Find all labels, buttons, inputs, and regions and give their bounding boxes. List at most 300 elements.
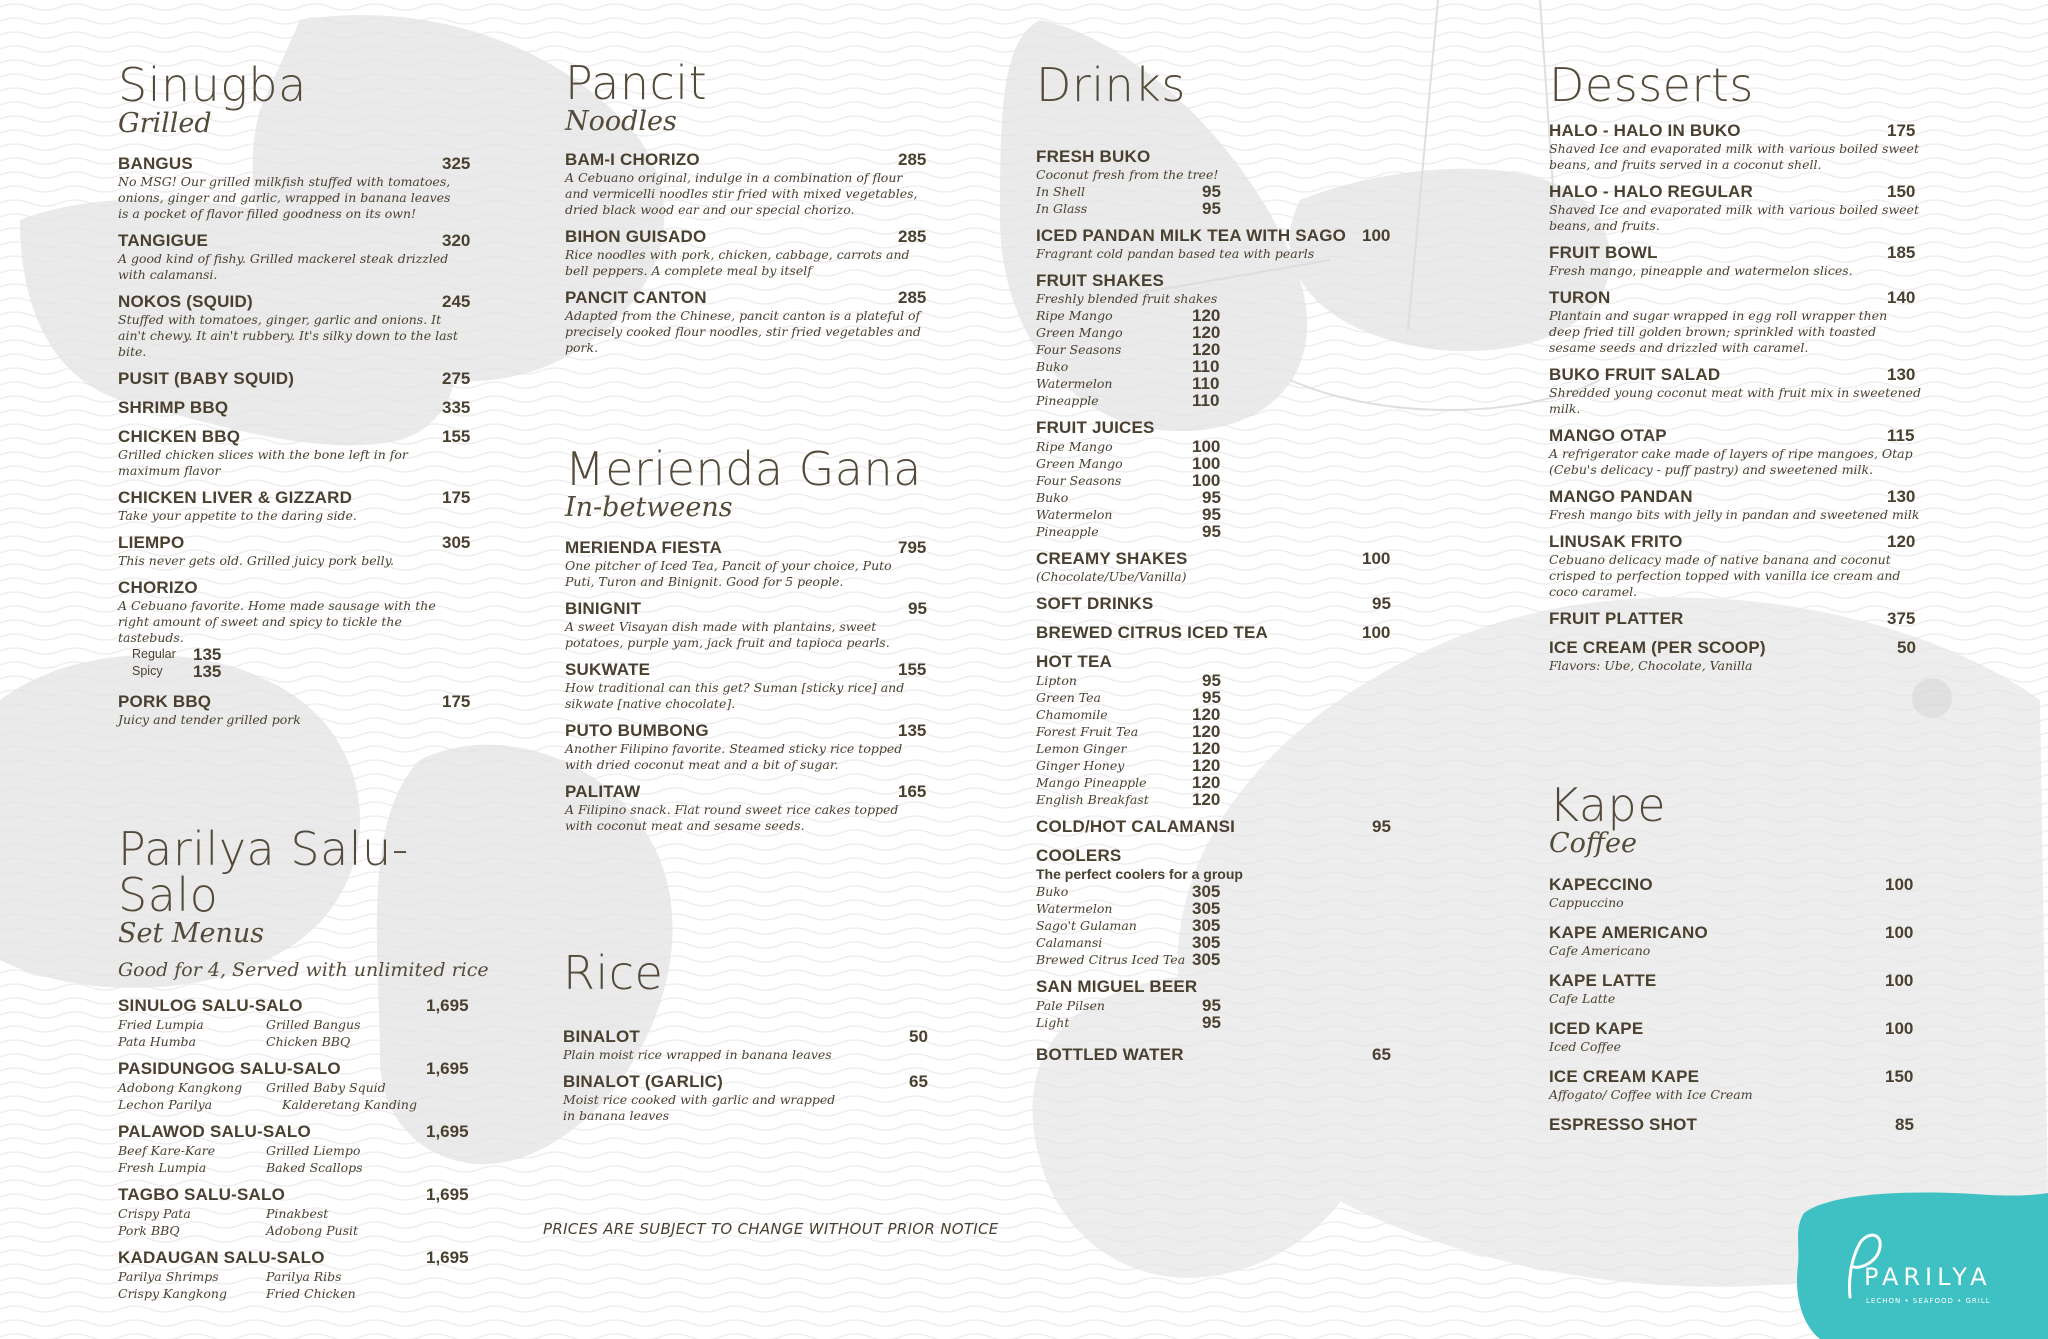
- item-description: Cafe Latte: [1549, 991, 1616, 1006]
- menu-item-chicken-liver: [118, 488, 472, 524]
- variant: [1036, 934, 1396, 951]
- variant: [1036, 774, 1396, 791]
- item-price: 65: [1372, 1045, 1391, 1064]
- section-kape: [1549, 778, 1929, 1135]
- variant-label: Pineapple: [1036, 393, 1099, 408]
- variant-label: Calamansi: [1036, 935, 1103, 950]
- variant-price: 305: [1192, 933, 1221, 952]
- item-price: 305: [442, 533, 471, 552]
- menu-item-tangigue: [118, 231, 472, 283]
- drink-creamy-shakes: [1036, 549, 1396, 585]
- variant: [1036, 672, 1396, 689]
- item-name: BINIGNIT: [565, 599, 642, 618]
- set-menu-sinulog: [118, 996, 498, 1050]
- drink-fruit-juices: [1036, 418, 1396, 540]
- item-description: Grilled chicken slices with the bone left in for maximum flavor: [118, 447, 408, 478]
- item-name: LIEMPO: [118, 533, 185, 552]
- variant-label: Pale Pilsen: [1036, 998, 1105, 1013]
- item-description: Take your appetite to the daring side.: [118, 508, 357, 523]
- dessert-fruit-bowl: [1549, 243, 1929, 279]
- variant: [1036, 740, 1396, 757]
- variant: [1036, 689, 1396, 706]
- variant-price: 95: [1202, 688, 1221, 707]
- item-price: 100: [1885, 1019, 1914, 1038]
- drinks-title: Drinks: [1036, 58, 1186, 112]
- variant-price: 305: [1192, 899, 1221, 918]
- item-name: KAPECCINO: [1549, 875, 1653, 894]
- pancit-subtitle: Noodles: [565, 106, 677, 137]
- menu-item-pancit-canton: [565, 288, 930, 356]
- drink-hot-tea: [1036, 652, 1396, 808]
- item-price: 115: [1887, 426, 1915, 445]
- variant-label: Green Mango: [1036, 325, 1123, 340]
- menu-item-liempo: [118, 533, 472, 569]
- item-description: Freshly blended fruit shakes: [1036, 291, 1218, 306]
- dish: Parilya Shrimps: [118, 1269, 219, 1284]
- item-name: BINALOT: [563, 1027, 640, 1046]
- option-label: Spicy: [132, 664, 163, 678]
- menu-item-sukwate: [565, 660, 930, 712]
- item-description: Fresh mango bits with jelly in pandan and sweetened milk: [1549, 507, 1920, 522]
- item-name: NOKOS (SQUID): [118, 292, 253, 311]
- item-price: 95: [1372, 817, 1391, 836]
- variant-label: Buko: [1036, 490, 1069, 505]
- item-name: SOFT DRINKS: [1036, 594, 1154, 613]
- item-price: 335: [442, 398, 471, 417]
- item-price: 150: [1885, 1067, 1914, 1086]
- item-description: Fresh mango, pineapple and watermelon slices.: [1549, 263, 1853, 278]
- coffee-iced-kape: [1549, 1019, 1929, 1055]
- menu-item-bihon-guisado: [565, 227, 930, 279]
- item-name: ICE CREAM KAPE: [1549, 1067, 1700, 1086]
- drink-brewed-citrus: [1036, 623, 1396, 643]
- variant-price: 305: [1192, 882, 1221, 901]
- item-price: 85: [1895, 1115, 1914, 1134]
- variant: [1036, 506, 1396, 523]
- menu-item-pork-bbq: [118, 692, 472, 728]
- menu-item-bam-i-chorizo: [565, 150, 930, 218]
- menu-item-puto-bumbong: [565, 721, 930, 773]
- option-label: Regular: [132, 647, 176, 661]
- item-price: 1,695: [426, 1185, 469, 1204]
- dessert-halo-halo-buko: [1549, 121, 1929, 173]
- variant-price: 95: [1202, 199, 1221, 218]
- section-rice: [563, 946, 933, 1124]
- item-price: 95: [908, 599, 927, 618]
- variant-label: Four Seasons: [1036, 473, 1122, 488]
- variant: [1036, 523, 1396, 540]
- variant-price: 110: [1192, 357, 1220, 376]
- section-merienda-gana: [565, 442, 930, 834]
- item-price: 1,695: [426, 1059, 469, 1078]
- coffee-espresso-shot: [1549, 1115, 1929, 1135]
- item-price: 100: [1362, 623, 1391, 642]
- item-price: 245: [442, 292, 471, 311]
- item-name: PALITAW: [565, 782, 641, 801]
- drink-calamansi: [1036, 817, 1396, 837]
- sinugba-subtitle: Grilled: [118, 108, 212, 139]
- variant-label: In Shell: [1036, 184, 1085, 199]
- variant-label: Ginger Honey: [1036, 758, 1125, 773]
- dish: Lechon Parilya: [118, 1097, 213, 1112]
- variant: [1036, 438, 1396, 455]
- item-description: A Cebuano original, indulge in a combination of flour and vermicelli noodles stir fried with mixed vegetables, dried black wood ear and our special chorizo.: [565, 170, 918, 217]
- item-name: MANGO OTAP: [1549, 426, 1667, 445]
- item-price: 100: [1885, 875, 1914, 894]
- item-price: 130: [1887, 487, 1916, 506]
- item-name: SHRIMP BBQ: [118, 398, 229, 417]
- dish: Parilya Ribs: [266, 1269, 342, 1284]
- variant-label: Pineapple: [1036, 524, 1099, 539]
- drink-soft-drinks: [1036, 594, 1396, 614]
- item-name: BUKO FRUIT SALAD: [1549, 365, 1721, 384]
- item-name: BREWED CITRUS ICED TEA: [1036, 623, 1269, 642]
- dessert-linusak-frito: [1549, 532, 1929, 600]
- item-name: BINALOT (GARLIC): [563, 1072, 723, 1091]
- variant-price: 120: [1192, 756, 1221, 775]
- variant-price: 100: [1192, 437, 1221, 456]
- variant-price: 120: [1192, 790, 1221, 809]
- dish: Fried Chicken: [266, 1286, 356, 1301]
- variant-price: 120: [1192, 340, 1221, 359]
- variant-in-glass: [1036, 200, 1396, 217]
- menu-item-chorizo: [118, 578, 472, 680]
- menu-item-binalot-garlic: [563, 1072, 933, 1124]
- variant-price: 95: [1202, 996, 1221, 1015]
- variant: [1036, 489, 1396, 506]
- variant: [1036, 341, 1396, 358]
- item-description: This never gets old. Grilled juicy pork belly.: [118, 553, 395, 568]
- item-description: Stuffed with tomatoes, ginger, garlic and onions. It ain't chewy. It ain't rubbery. It's silky down to the last bite.: [118, 312, 458, 359]
- item-name: ICED PANDAN MILK TEA WITH SAGO: [1036, 226, 1347, 245]
- item-description: Rice noodles with pork, chicken, cabbage, carrots and bell peppers. A complete meal by itself: [565, 247, 910, 278]
- variant-label: Buko: [1036, 359, 1069, 374]
- item-description: Iced Coffee: [1549, 1039, 1622, 1054]
- variant-price: 120: [1192, 306, 1221, 325]
- item-name: TANGIGUE: [118, 231, 209, 250]
- item-price: 175: [442, 488, 471, 507]
- item-description: The perfect coolers for a group: [1036, 866, 1243, 882]
- menu-item-binignit: [565, 599, 930, 651]
- variant-price: 95: [1202, 671, 1221, 690]
- parilya-logo: [1790, 1185, 2048, 1339]
- item-price: 140: [1887, 288, 1916, 307]
- dessert-ice-cream: [1549, 638, 1929, 674]
- variant-price: 120: [1192, 773, 1221, 792]
- rice-title: Rice: [563, 946, 664, 1000]
- variant: [1036, 883, 1396, 900]
- item-description: Juicy and tender grilled pork: [118, 712, 301, 727]
- sinugba-title: Sinugba: [118, 58, 307, 112]
- variant-label: Buko: [1036, 884, 1069, 899]
- item-description: Fragrant cold pandan based tea with pearls: [1036, 246, 1315, 261]
- item-description: Cappuccino: [1549, 895, 1624, 910]
- item-name: CHICKEN BBQ: [118, 427, 241, 446]
- variant: [1036, 757, 1396, 774]
- item-description: Another Filipino favorite. Steamed sticky rice topped with dried coconut meat and a bit of sugar.: [565, 741, 903, 772]
- item-name: HOT TEA: [1036, 652, 1113, 671]
- item-price: 285: [898, 150, 927, 169]
- item-name: BANGUS: [118, 154, 193, 173]
- item-price: 95: [1372, 594, 1391, 613]
- item-name: PUSIT (BABY SQUID): [118, 369, 295, 388]
- dish: Pinakbest: [266, 1206, 329, 1221]
- menu-item-merienda-fiesta: [565, 538, 930, 590]
- variant-in-shell: [1036, 183, 1396, 200]
- variant-label: Ripe Mango: [1036, 308, 1113, 323]
- logo-brand: PARILYA: [1864, 1263, 1992, 1291]
- variant-price: 120: [1192, 323, 1221, 342]
- variant: [1036, 706, 1396, 723]
- dessert-mango-pandan: [1549, 487, 1929, 523]
- item-description: How traditional can this get? Suman [sticky rice] and sikwate [native chocolate].: [565, 680, 905, 711]
- item-description: Plantain and sugar wrapped in egg roll wrapper then deep fried till golden brown; sprinkled with toasted sesame seeds and drizzled with caramel.: [1549, 308, 1888, 355]
- pancit-title: Pancit: [565, 56, 708, 110]
- dish: Grilled Bangus: [266, 1017, 361, 1032]
- item-price: 130: [1887, 365, 1916, 384]
- item-price: 285: [898, 227, 927, 246]
- item-price: 100: [1362, 226, 1391, 245]
- variant-label: Light: [1036, 1015, 1070, 1030]
- item-description: A good kind of fishy. Grilled mackerel steak drizzled with calamansi.: [118, 251, 449, 282]
- item-price: 325: [442, 154, 471, 173]
- item-description: Affogato/ Coffee with Ice Cream: [1549, 1087, 1753, 1102]
- item-name: BOTTLED WATER: [1036, 1045, 1184, 1064]
- dish: Adobong Kangkong: [118, 1080, 243, 1095]
- item-name: SUKWATE: [565, 660, 651, 679]
- item-name: FRUIT PLATTER: [1549, 609, 1684, 628]
- variant-price: 100: [1192, 454, 1221, 473]
- item-description: A sweet Visayan dish made with plantains, sweet potatoes, purple yam, jack fruit and tapioca pearls.: [565, 619, 890, 650]
- option-price: 135: [193, 645, 222, 664]
- item-name: BIHON GUISADO: [565, 227, 707, 246]
- item-price: 135: [898, 721, 927, 740]
- item-price: 100: [1885, 923, 1914, 942]
- item-price: 185: [1887, 243, 1916, 262]
- variant-price: 110: [1192, 391, 1220, 410]
- item-description: One pitcher of Iced Tea, Pancit of your choice, Puto Puti, Turon and Binignit. Good for 5 people.: [565, 558, 892, 589]
- variant-price: 305: [1192, 950, 1221, 969]
- item-description: Plain moist rice wrapped in banana leaves: [563, 1047, 832, 1062]
- parilya-subtitle: Set Menus: [118, 918, 265, 949]
- variant-label: Lipton: [1036, 673, 1077, 688]
- variant: [1036, 900, 1396, 917]
- variant-label: Mango Pineapple: [1036, 775, 1147, 790]
- variant-label: Green Tea: [1036, 690, 1101, 705]
- item-name: SINULOG SALU-SALO: [118, 996, 303, 1015]
- item-name: CHORIZO: [118, 578, 198, 597]
- variant: [1036, 307, 1396, 324]
- dessert-fruit-platter: [1549, 609, 1929, 629]
- item-name: BAM-I CHORIZO: [565, 150, 700, 169]
- variant-price: 100: [1192, 471, 1221, 490]
- item-name: CHICKEN LIVER & GIZZARD: [118, 488, 353, 507]
- menu-item-chicken-bbq: [118, 427, 472, 479]
- item-name: ICE CREAM (PER SCOOP): [1549, 638, 1766, 657]
- dish: Baked Scallops: [266, 1160, 363, 1175]
- variant: [1036, 723, 1396, 740]
- variant: [1036, 358, 1396, 375]
- drink-san-miguel: [1036, 977, 1396, 1031]
- coffee-kape-americano: [1549, 923, 1929, 959]
- item-name: PASIDUNGOG SALU-SALO: [118, 1059, 341, 1078]
- coffee-ice-cream-kape: [1549, 1067, 1929, 1103]
- chorizo-option-regular: [118, 646, 472, 663]
- dish: Chicken BBQ: [266, 1034, 351, 1049]
- coffee-kapeccino: [1549, 875, 1929, 911]
- item-name: KAPE LATTE: [1549, 971, 1657, 990]
- item-name: COOLERS: [1036, 846, 1122, 865]
- item-price: 275: [442, 369, 471, 388]
- variant: [1036, 1014, 1396, 1031]
- item-price: 175: [1887, 121, 1916, 140]
- dish: Pork BBQ: [118, 1223, 180, 1238]
- dish: Kalderetang Kanding: [282, 1097, 417, 1112]
- item-price: 165: [898, 782, 927, 801]
- item-name: SAN MIGUEL BEER: [1036, 977, 1198, 996]
- menu-item-nokos: [118, 292, 472, 360]
- variant-price: 95: [1202, 182, 1221, 201]
- item-price: 120: [1887, 532, 1916, 551]
- section-pancit: [565, 56, 930, 356]
- item-price: 320: [442, 231, 471, 250]
- variant: [1036, 375, 1396, 392]
- item-description: A refrigerator cake made of layers of ripe mangoes, Otap (Cebu's delicacy - puff pastry) and sweetened milk.: [1549, 446, 1913, 477]
- variant-label: Sago't Gulaman: [1036, 918, 1137, 933]
- dish: Crispy Pata: [118, 1206, 191, 1221]
- section-drinks: [1036, 58, 1396, 1065]
- item-description: Moist rice cooked with garlic and wrapped in banana leaves: [563, 1092, 836, 1123]
- item-price: 100: [1362, 549, 1391, 568]
- set-menu-dishes: [118, 1142, 498, 1176]
- item-description: Shredded young coconut meat with fruit mix in sweetened milk.: [1549, 385, 1921, 416]
- dessert-halo-halo-regular: [1549, 182, 1929, 234]
- variant-price: 305: [1192, 916, 1221, 935]
- item-name: ICED KAPE: [1549, 1019, 1644, 1038]
- variant-price: 120: [1192, 705, 1221, 724]
- section-sinugba: [118, 58, 472, 728]
- item-price: 100: [1885, 971, 1914, 990]
- variant-label: Forest Fruit Tea: [1036, 724, 1139, 739]
- dessert-mango-otap: [1549, 426, 1929, 478]
- item-name: LINUSAK FRITO: [1549, 532, 1683, 551]
- variant: [1036, 997, 1396, 1014]
- item-name: CREAMY SHAKES: [1036, 549, 1188, 568]
- menu-item-binalot: [563, 1027, 933, 1063]
- item-price: 375: [1887, 609, 1916, 628]
- item-price: 1,695: [426, 1122, 469, 1141]
- chorizo-option-spicy: [118, 663, 472, 680]
- option-price: 135: [193, 662, 222, 681]
- variant-label: Watermelon: [1036, 901, 1113, 916]
- dish: Grilled Baby Squid: [266, 1080, 386, 1095]
- item-name: ESPRESSO SHOT: [1549, 1115, 1698, 1134]
- item-description: Cebuano delicacy made of native banana and coconut crisped to perfection topped with vanilla ice cream and coco caramel.: [1549, 552, 1901, 599]
- item-name: TURON: [1549, 288, 1611, 307]
- item-price: 175: [442, 692, 471, 711]
- set-menu-kadaugan: [118, 1248, 498, 1302]
- variant: [1036, 917, 1396, 934]
- item-price: 150: [1887, 182, 1916, 201]
- menu-item-shrimp-bbq: [118, 398, 472, 418]
- dish: Grilled Liempo: [266, 1143, 361, 1158]
- drink-iced-pandan: [1036, 226, 1396, 262]
- dessert-turon: [1549, 288, 1929, 356]
- item-description: A Filipino snack. Flat round sweet rice cakes topped with coconut meat and sesame seeds.: [565, 802, 899, 833]
- item-description: No MSG! Our grilled milkfish stuffed with tomatoes, onions, ginger and garlic, wrapped in banana leaves is a pocket of flavor filled goodness on its own!: [118, 174, 451, 221]
- variant-label: Four Seasons: [1036, 342, 1122, 357]
- item-name: FRUIT BOWL: [1549, 243, 1658, 262]
- variant: [1036, 472, 1396, 489]
- item-name: PANCIT CANTON: [565, 288, 707, 307]
- desserts-title: Desserts: [1549, 58, 1754, 112]
- item-price: 285: [898, 288, 927, 307]
- item-name: COLD/HOT CALAMANSI: [1036, 817, 1236, 836]
- dish: Crispy Kangkong: [118, 1286, 227, 1301]
- item-description: Coconut fresh from the tree!: [1036, 167, 1219, 182]
- dish: Adobong Pusit: [266, 1223, 359, 1238]
- item-name: MERIENDA FIESTA: [565, 538, 722, 557]
- drink-fresh-buko: [1036, 147, 1396, 217]
- variant-price: 110: [1192, 374, 1220, 393]
- set-menu-tagbo: [118, 1185, 498, 1239]
- variant: [1036, 951, 1396, 968]
- variant-label: Lemon Ginger: [1036, 741, 1127, 756]
- drink-coolers: [1036, 846, 1396, 968]
- variant-label: Watermelon: [1036, 376, 1113, 391]
- item-name: FRESH BUKO: [1036, 147, 1151, 166]
- variant: [1036, 392, 1396, 409]
- item-name: PUTO BUMBONG: [565, 721, 709, 740]
- set-menu-dishes: [118, 1268, 498, 1302]
- menu-item-bangus: [118, 154, 472, 222]
- variant: [1036, 791, 1396, 808]
- item-price: 155: [898, 660, 927, 679]
- variant-price: 120: [1192, 722, 1221, 741]
- item-name: HALO - HALO IN BUKO: [1549, 121, 1741, 140]
- coffee-kape-latte: [1549, 971, 1929, 1007]
- item-price: 65: [909, 1072, 928, 1091]
- set-menu-dishes: [118, 1079, 498, 1113]
- item-price: 50: [909, 1027, 928, 1046]
- item-description: Flavors: Ube, Chocolate, Vanilla: [1549, 658, 1753, 673]
- item-price: 1,695: [426, 1248, 469, 1267]
- set-menu-dishes: [118, 1205, 498, 1239]
- set-menu-pasidungog: [118, 1059, 498, 1113]
- logo-tagline: LECHON • SEAFOOD • GRILL: [1866, 1297, 1991, 1305]
- section-desserts: [1549, 58, 1929, 674]
- variant-price: 95: [1202, 488, 1221, 507]
- item-name: KAPE AMERICANO: [1549, 923, 1708, 942]
- variant-label: Ripe Mango: [1036, 439, 1113, 454]
- menu-item-palitaw: [565, 782, 930, 834]
- dessert-buko-fruit-salad: [1549, 365, 1929, 417]
- item-name: FRUIT JUICES: [1036, 418, 1155, 437]
- dish: Fried Lumpia: [118, 1017, 204, 1032]
- variant-price: 95: [1202, 522, 1221, 541]
- set-menu-dishes: [118, 1016, 498, 1050]
- variant-price: 95: [1202, 1013, 1221, 1032]
- parilya-title: Parilya Salu-Salo: [118, 822, 409, 922]
- item-name: FRUIT SHAKES: [1036, 271, 1165, 290]
- kape-title: Kape: [1549, 778, 1667, 832]
- dish: Fresh Lumpia: [118, 1160, 207, 1175]
- variant: [1036, 455, 1396, 472]
- variant-price: 95: [1202, 505, 1221, 524]
- parilya-note: Good for 4, Served with unlimited rice: [118, 959, 489, 981]
- dish: Beef Kare-Kare: [118, 1143, 216, 1158]
- variant-price: 120: [1192, 739, 1221, 758]
